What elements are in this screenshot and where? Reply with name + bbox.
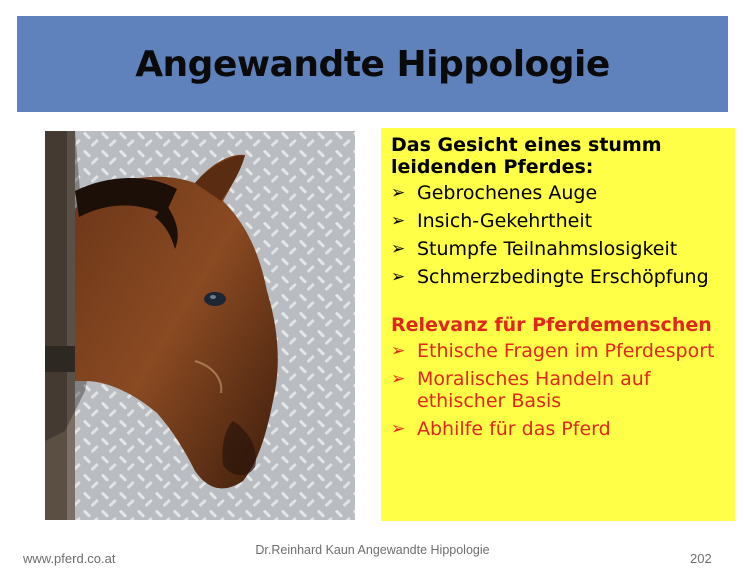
info-box	[381, 128, 735, 521]
list-item: ➢ Moralisches Handeln auf ethischer Basis	[391, 368, 651, 412]
arrowhead-bullet-icon: ➢	[391, 239, 406, 259]
relevance-list	[391, 340, 735, 440]
arrowhead-bullet-icon: ➢	[391, 267, 406, 287]
arrowhead-bullet-icon: ➢	[391, 419, 406, 439]
footer-author: Dr.Reinhard Kaun Angewandte Hippologie	[255, 543, 490, 557]
horse-head-photo	[45, 131, 355, 520]
arrowhead-bullet-icon: ➢	[391, 183, 406, 203]
title-bar	[17, 16, 728, 112]
list-item: ➢ Stumpfe Teilnahmslosigkeit	[391, 238, 678, 260]
list-item: ➢ Schmerzbedingte Erschöpfung	[391, 266, 709, 288]
list-item: ➢ Insich-Gekehrtheit	[391, 210, 593, 232]
page-number: 202	[690, 551, 712, 566]
list-item: ➢ Gebrochenes Auge	[391, 182, 598, 204]
arrowhead-bullet-icon: ➢	[391, 341, 406, 361]
footer-website: www.pferd.co.at	[23, 551, 116, 566]
arrowhead-bullet-icon: ➢	[391, 369, 406, 389]
list-item: ➢ Abhilfe für das Pferd	[391, 418, 611, 440]
symptom-list	[391, 182, 735, 288]
arrowhead-bullet-icon: ➢	[391, 211, 406, 231]
section-heading-suffering: Das Gesicht eines stumm leidenden Pferdes:	[391, 134, 662, 178]
section-heading-relevance: Relevanz für Pferdemenschen	[391, 314, 712, 336]
slide-title: Angewandte Hippologie	[135, 43, 610, 85]
list-item: ➢ Ethische Fragen im Pferdesport	[391, 340, 715, 362]
